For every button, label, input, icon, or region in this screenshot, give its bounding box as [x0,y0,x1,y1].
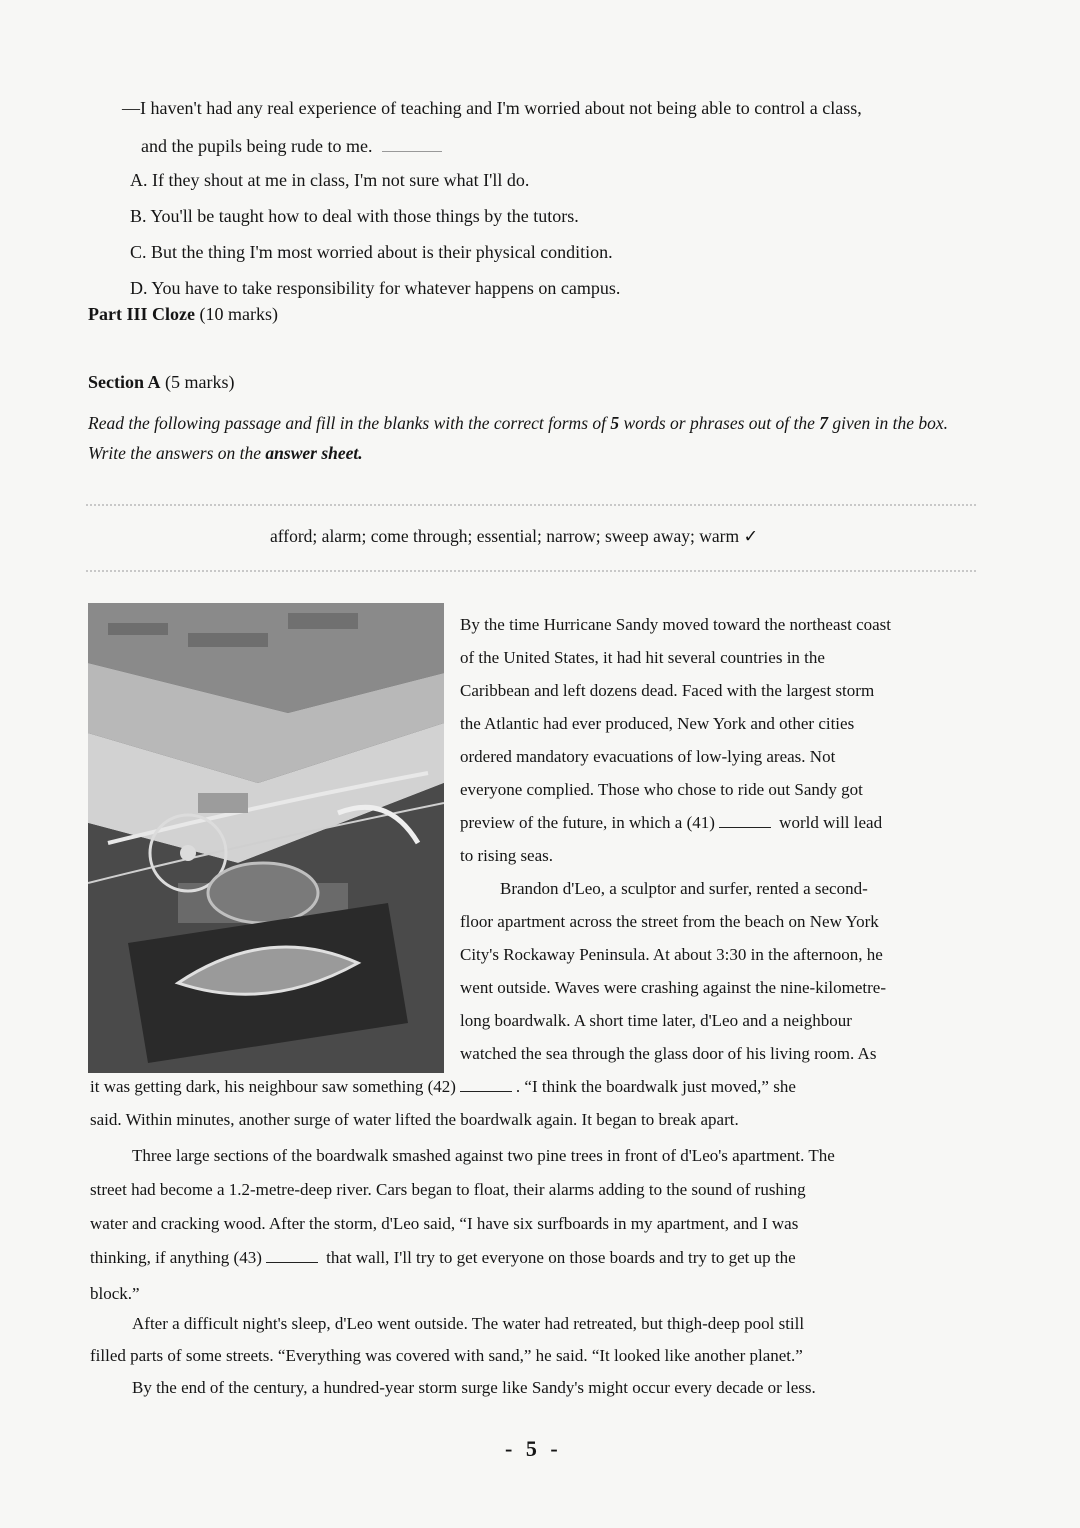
passage-line: everyone complied. Those who chose to ride out Sandy got [460,780,863,799]
passage-line: to rising seas. [460,846,554,865]
passage-line: By the time Hurricane Sandy moved toward the northeast coast [460,615,892,634]
passage-line: filled parts of some streets. “Everything was covered with sand,” he said. “It looked like another planet.” [90,1346,803,1365]
passage-line-q41 [460,813,882,833]
word-box-list: afford; alarm; come through; essential; narrow; sweep away; warm ✓ [270,526,759,546]
option-c: C. But the thing I'm most worried about is their physical condition. [130,242,613,262]
dialogue-line-2 [141,136,442,157]
instr-num-5: 5 [610,413,620,433]
dialogue-line-1: —I haven't had any real experience of teaching and I'm worried about not being able to control a class, [122,98,862,118]
instr-part-3: given in the box. Write the answers on the [88,413,949,463]
passage-line: Caribbean and left dozens dead. Faced with the largest storm [460,681,875,700]
instr-part-1: Read the following passage and fill in the blanks with the correct forms of [88,413,606,433]
section-title: Section A [88,372,161,392]
option-b: B. You'll be taught how to deal with those things by the tutors. [130,206,579,226]
instr-num-7: 7 [819,413,829,433]
section-heading [88,372,235,393]
instr-answer-sheet: answer sheet. [265,443,363,463]
passage-text: preview of the future, in which a [460,813,683,832]
section-instructions [88,408,978,468]
option-a: A. If they shout at me in class, I'm not sure what I'll do. [130,170,530,190]
instr-part-2: words or phrases out of the [623,413,815,433]
passage-line: City's Rockaway Peninsula. At about 3:30 in the afternoon, he [460,945,883,964]
blank-43 [266,1250,318,1263]
passage-line: street had become a 1.2-metre-deep river. Cars began to float, their alarms adding to the sound of rushing [90,1180,806,1199]
blank-41 [719,815,771,828]
part-title: Part III Cloze [88,304,195,324]
blank-42 [460,1079,512,1092]
passage-line: After a difficult night's sleep, d'Leo went outside. The water had retreated, but thigh-deep pool still [132,1314,805,1333]
dialogue-line-2-text: and the pupils being rude to me. [141,136,373,156]
passage-line: floor apartment across the street from the beach on New York [460,912,879,931]
part-heading [88,304,278,325]
passage-line: went outside. Waves were crashing against the nine-kilometre- [460,978,887,997]
question-42-number: (42) [427,1077,456,1096]
passage-text: . “I think the boardwalk just moved,” she [515,1077,796,1096]
passage-line: By the end of the century, a hundred-year storm surge like Sandy's might occur every decade or less. [132,1378,816,1397]
passage-line-q43 [90,1248,796,1268]
section-marks: (5 marks) [165,372,235,392]
passage-line: Brandon d'Leo, a sculptor and surfer, rented a second- [500,879,868,898]
passage-line: Three large sections of the boardwalk smashed against two pine trees in front of d'Leo's apartment. The [132,1146,835,1165]
passage-line: watched the sea through the glass door of his living room. As [460,1044,877,1063]
passage-line-q42 [90,1077,796,1097]
passage-line: water and cracking wood. After the storm, d'Leo said, “I have six surfboards in my apartment, and I was [90,1214,799,1233]
aerial-storm-image [88,603,444,1073]
question-41-number: (41) [686,813,715,832]
passage-line: said. Within minutes, another surge of water lifted the boardwalk again. It began to break apart. [90,1110,739,1129]
boardwalk-photo [88,603,444,1073]
part-marks: (10 marks) [199,304,278,324]
passage-text: that wall, I'll try to get everyone on those boards and try to get up the [326,1248,796,1267]
passage-line: block.” [90,1284,140,1303]
passage-line: the Atlantic had ever produced, New York and other cities [460,714,855,733]
option-d: D. You have to take responsibility for whatever happens on campus. [130,278,621,298]
passage-line: long boardwalk. A short time later, d'Leo and a neighbour [460,1011,852,1030]
passage-line: ordered mandatory evacuations of low-lying areas. Not [460,747,836,766]
page-number: - 5 - [505,1436,562,1461]
question-43-number: (43) [233,1248,262,1267]
passage-text: it was getting dark, his neighbour saw something [90,1077,424,1096]
passage-text: thinking, if anything [90,1248,230,1267]
passage-line: of the United States, it had hit several countries in the [460,648,825,667]
answer-blank [382,137,442,152]
passage-text: world will lead [779,813,883,832]
